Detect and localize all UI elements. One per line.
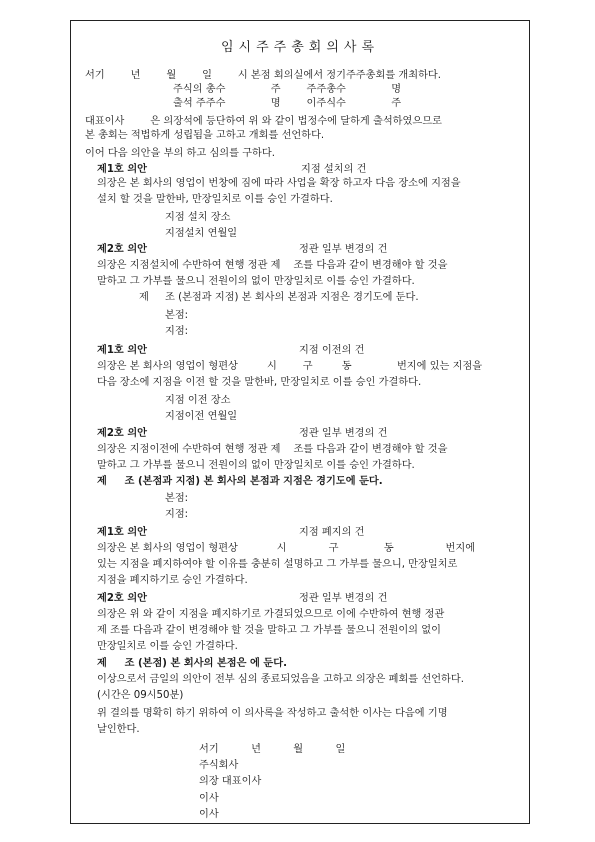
opening-body-line: 이어 다음 의안을 부의 하고 심의를 구하다. xyxy=(85,148,275,159)
closing-line: 날인한다. xyxy=(97,724,140,735)
agenda-number: 제1호 의안 xyxy=(97,345,147,356)
agenda-number: 제2호 의안 xyxy=(97,244,147,255)
agenda-body-line: 제 조를 다음과 같이 변경해야 할 것을 말하고 그 가부를 물으니 전원이의 없이 xyxy=(97,625,441,636)
agenda-item: 지점 이전 장소 xyxy=(165,395,231,406)
agenda-item: 지점설치 연월일 xyxy=(165,228,238,239)
signature-chair: 의장 대표이사 xyxy=(199,776,262,787)
agenda-body-line: 지점을 폐지하기로 승인 가결하다. xyxy=(97,575,248,586)
agenda-item: 지점이전 연월일 xyxy=(165,411,238,422)
attendance-line: 출석 주주수 명 이주식수 주 xyxy=(173,98,402,109)
address-field-label: 지점: xyxy=(165,326,189,337)
share-count-line: 주식의 총수 주 주주총수 명 xyxy=(173,84,402,95)
agenda-body-line: 다음 장소에 지점을 이전 할 것을 말한바, 만장일치로 이를 승인 가결하다. xyxy=(97,377,422,388)
agenda-number: 제2호 의안 xyxy=(97,593,147,604)
document-title: 임시주주총회의사록 xyxy=(220,40,380,55)
agenda-subject: 정관 일부 변경의 건 xyxy=(299,428,388,439)
opening-body-line: 대표이사 은 의장석에 등단하여 위 와 같이 법정수에 달하게 출석하였으므로 xyxy=(85,116,442,127)
agenda-body-line: 있는 지점을 폐지하여야 할 이유를 충분히 설명하고 그 가부를 물으니, 만장일치로 xyxy=(97,559,458,570)
opening-body-line: 본 총회는 적법하게 성립됨을 고하고 개회를 선언하다. xyxy=(85,130,325,141)
address-field-label: 본점: xyxy=(165,310,189,321)
agenda-number: 제1호 의안 xyxy=(97,164,147,175)
address-field-label: 본점: xyxy=(165,493,189,504)
agenda-body-line: 의장은 본 회사의 영업이 형편상 시 구 동 번지에 xyxy=(97,543,476,554)
agenda-body-line: 설치 할 것을 말한바, 만장일치로 이를 승인 가결하다. xyxy=(97,194,333,205)
agenda-body-line: 만장일치로 이를 승인 가결하다. xyxy=(97,641,238,652)
agenda-item: 지점 설치 장소 xyxy=(165,212,231,223)
minutes-document xyxy=(70,20,530,824)
agenda-body-line: 의장은 위 와 같이 지점을 폐지하기로 가결되었으므로 이에 수반하여 현행 정관 xyxy=(97,609,445,620)
agenda-subject: 지점 폐지의 건 xyxy=(299,527,365,538)
signature-date: 서기 년 월 일 xyxy=(199,744,346,755)
closing-time: (시간은 09시50분) xyxy=(97,690,184,701)
article-text: 제 조 (본점) 본 회사의 본점은 에 둔다. xyxy=(97,658,287,669)
agenda-body-line: 의장은 본 회사의 영업이 번창에 짐에 따라 사업을 확장 하고자 다음 장소에 지점을 xyxy=(97,178,461,189)
closing-line: 위 결의를 명확히 하기 위하여 이 의사록을 작성하고 출석한 이사는 다음에 기명 xyxy=(97,708,448,719)
signature-director: 이사 xyxy=(199,793,219,804)
agenda-subject: 정관 일부 변경의 건 xyxy=(299,244,388,255)
closing-line: 이상으로서 금일의 의안이 전부 심의 종료되었음을 고하고 의장은 폐회를 선언하다. xyxy=(97,674,464,685)
agenda-body-line: 의장은 지점이전에 수반하여 현행 정관 제 조를 다음과 같이 변경해야 할 것을 xyxy=(97,444,448,455)
agenda-number: 제2호 의안 xyxy=(97,428,147,439)
agenda-body-line: 의장은 지점설치에 수반하여 현행 정관 제 조를 다음과 같이 변경해야 할 것을 xyxy=(97,260,448,271)
agenda-subject: 지점 설치의 건 xyxy=(301,164,367,175)
agenda-subject: 지점 이전의 건 xyxy=(299,345,365,356)
agenda-subject: 정관 일부 변경의 건 xyxy=(299,593,388,604)
agenda-body-line: 말하고 그 가부를 물으니 전원이의 없이 만장일치로 이를 승인 가결하다. xyxy=(97,276,415,287)
signature-company: 주식회사 xyxy=(199,760,239,771)
agenda-body-line: 말하고 그 가부를 물으니 전원이의 없이 만장일치로 이를 승인 가결하다. xyxy=(97,460,415,471)
signature-director: 이사 xyxy=(199,809,219,820)
address-field-label: 지점: xyxy=(165,509,189,520)
article-text: 제 조 (본점과 지점) 본 회사의 본점과 지점은 경기도에 둔다. xyxy=(139,292,419,303)
article-text: 제 조 (본점과 지점) 본 회사의 본점과 지점은 경기도에 둔다. xyxy=(97,476,383,487)
agenda-body-line: 의장은 본 회사의 영업이 형편상 시 구 동 번지에 있는 지점을 xyxy=(97,361,483,372)
opening-date-line: 서기 년 월 일 시 본점 회의실에서 정기주주총회를 개최하다. xyxy=(85,70,442,81)
agenda-number: 제1호 의안 xyxy=(97,527,147,538)
